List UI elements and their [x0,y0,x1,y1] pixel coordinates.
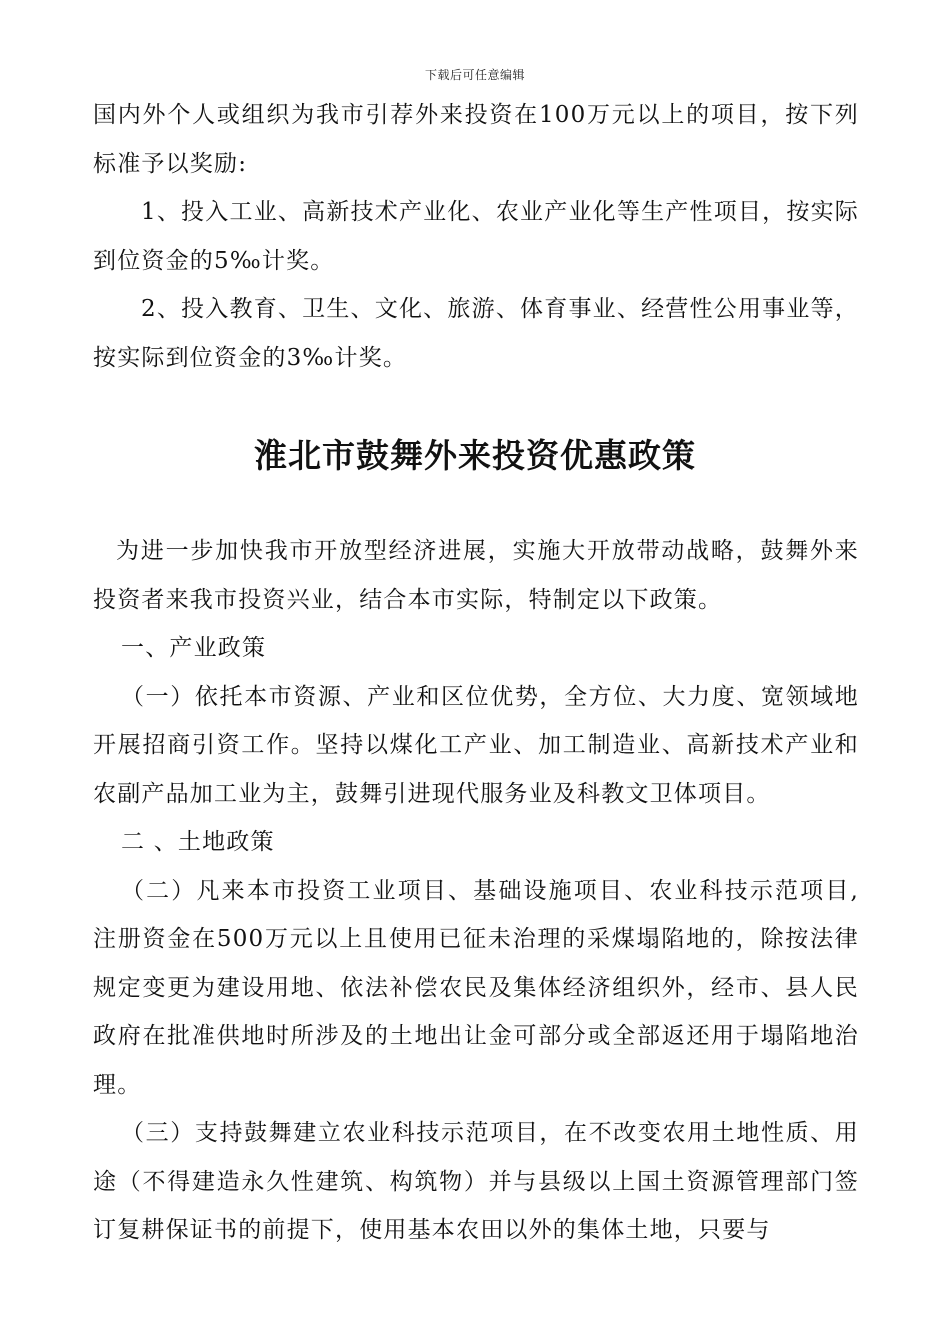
document-title: 淮北市鼓舞外来投资优惠政策 [254,436,696,475]
reward-item-2: 2、投入教育、卫生、文化、旅游、体育事业、经营性公用事业等，按实际到位资金的3‰计奖。 [93,296,859,371]
heading-industry-policy: 一、产业政策 [121,635,267,661]
clause-1-paragraph: （一）依托本市资源、产业和区位优势，全方位、大力度、宽领域地开展招商引资工作。坚持以煤化工产业、加工制造业、高新技术产业和农副产品加工业为主，鼓舞引进现代服务业及科教文卫体项目。 [93,683,859,807]
reward-intro-paragraph: 国内外个人或组织为我市引荐外来投资在100万元以上的项目，按下列标准予以奖励: [93,102,859,177]
policy-section [93,527,859,1255]
reward-section [93,91,859,382]
policy-intro-paragraph: 为进一步加快我市开放型经济进展，实施大开放带动战略，鼓舞外来投资者来我市投资兴业，结合本市实际，特制定以下政策。 [93,538,859,613]
clause-2-paragraph: （二）凡来本市投资工业项目、基础设施项目、农业科技示范项目, 注册资金在500万元以上且使用已征未治理的采煤塌陷地的，除按法律规定变更为建设用地、依法补偿农民及集体经济组织外，经市、县人民政府在批准供地时所涉及的土地出让金可部分或全部返还用于塌陷地治理。 [93,877,859,1098]
clause-3-paragraph: （三）支持鼓舞建立农业科技示范项目，在不改变农用土地性质、用途（不得建造永久性建筑、构筑物）并与县级以上国土资源管理部门签订复耕保证书的前提下，使用基本农田以外的集体土地，只要与 [93,1120,859,1243]
page-header-note: 下载后可任意编辑 [424,68,525,82]
reward-item-1: 1、投入工业、高新技术产业化、农业产业化等生产性项目，按实际到位资金的5‰计奖。 [93,199,859,274]
heading-land-policy: 二 、土地政策 [121,829,275,855]
